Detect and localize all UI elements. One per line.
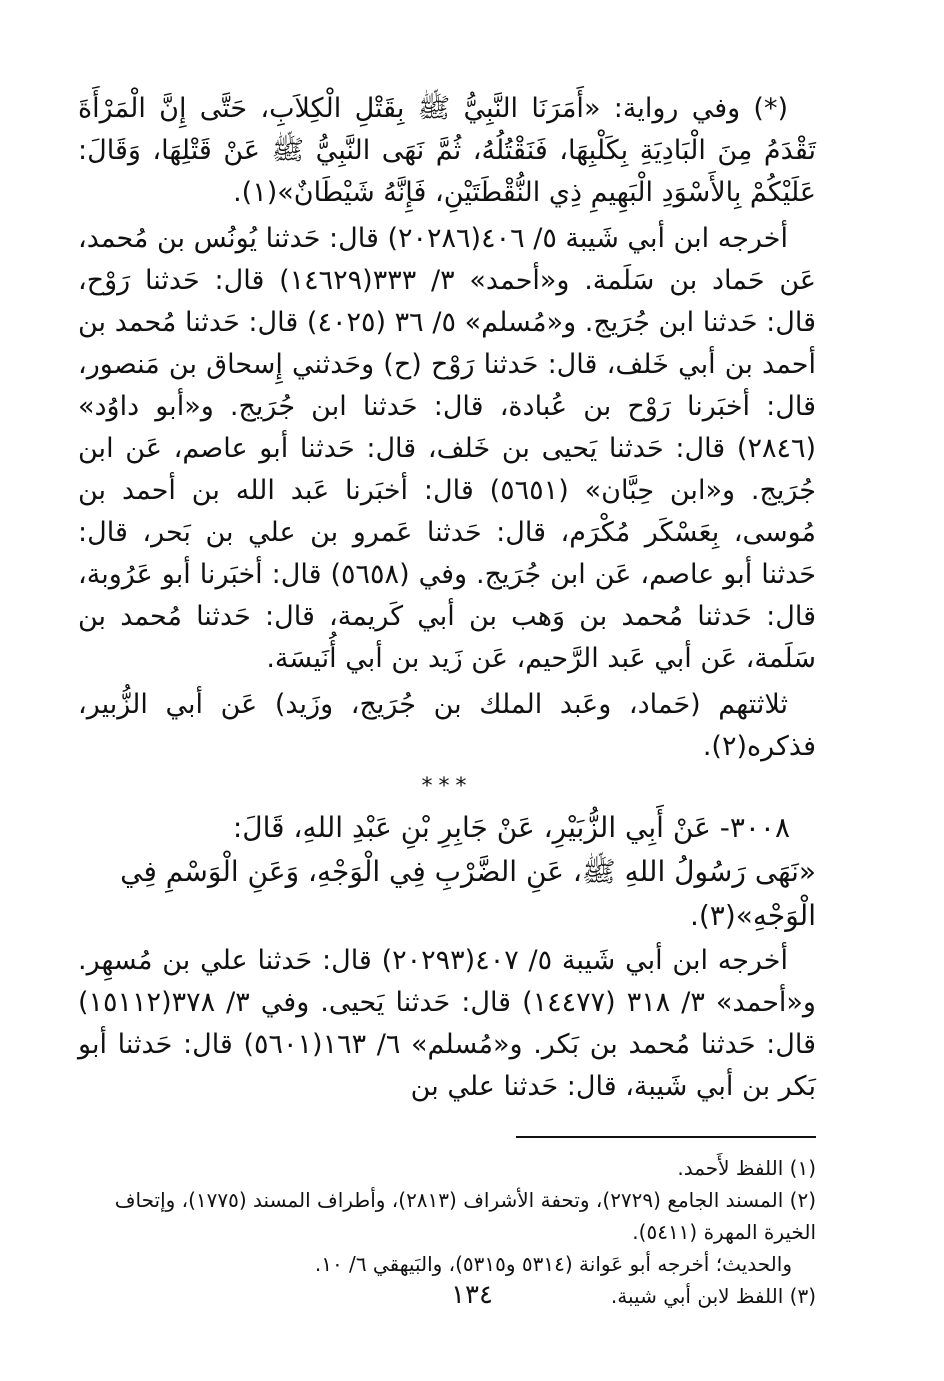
footnote-divider bbox=[516, 1136, 816, 1138]
thalathatuhum-paragraph: ثلاثتهم (حَماد، وعَبد الملك بن جُرَيج، وزَيد) عَن أبي الزُّبير، فذكره(٢). bbox=[78, 689, 816, 762]
riwaya-paragraph: (*) وفي رواية: «أَمَرَنَا النَّبِيُّ ﷺ بِقَتْلِ الْكِلاَبِ، حَتَّى إِنَّ الْمَرْأَةَ تَقْدَمُ مِنَ الْبَادِيَةِ بِكَلْبِهَا، فَنَقْتُلُهُ، ثُمَّ نَهَى النَّبِيُّ ﷺ عَنْ قَتْلِهَا، وَقَالَ: عَلَيْكُمْ بِالأَسْوَدِ الْبَهِيمِ ذِي النُّقْطَتَيْنِ، فَإِنَّهُ شَيْطَانٌ»(١). bbox=[78, 93, 816, 208]
section-separator: *** bbox=[421, 774, 473, 799]
takhrij-paragraph-1: أخرجه ابن أبي شَيبة ٥/ ٤٠٦(٢٠٢٨٦) قال: حَدثنا يُونُس بن مُحمد، عَن حَماد بن سَلَمة. و«أحمد» ٣/ ٣٣٣(١٤٦٢٩) قال: حَدثنا رَوْح، قال: حَدثنا ابن جُرَيج. و«مُسلم» ٥/ ٣٦ (٤٠٢٥) قال: حَدثنا مُحمد بن أحمد بن أبي خَلف، قال: حَدثنا رَوْح (ح) وحَدثني إِسحاق بن مَنصور، قال: أخبَرنا رَوْح بن عُبادة، قال: حَدثنا ابن جُرَيج. و«أبو داوُد» (٢٨٤٦) قال: حَدثنا يَحيى بن خَلف، قال: حَدثنا أبو عاصم، عَن ابن جُرَيج. و«ابن حِبَّان» (٥٦٥١) قال: أخبَرنا عَبد الله بن أحمد بن مُوسى، بِعَسْكَر مُكْرَم، قال: حَدثنا عَمرو بن علي بن بَحر، قال: حَدثنا أبو عاصم، عَن ابن جُرَيج. وفي (٥٦٥٨) قال: أخبَرنا أبو عَرُوبة، قال: حَدثنا مُحمد بن وَهب بن أبي كَريمة، قال: حَدثنا مُحمد بن سَلَمة، عَن أبي عَبد الرَّحيم، عَن زَيد بن أبي أُنَيسَة. bbox=[78, 223, 817, 674]
page-number: ١٣٤ bbox=[451, 1280, 493, 1310]
footnote-1: (١) اللفظ لأَحمد. bbox=[677, 1156, 816, 1180]
takhrij-paragraph-2: أخرجه ابن أبي شَيبة ٥/ ٤٠٧(٢٠٢٩٣) قال: حَدثنا علي بن مُسهِر. و«أحمد» ٣/ ٣١٨ (١٤٤٧٧) قال: حَدثنا يَحيى. وفي ٣/ ٣٧٨(١٥١١٢) قال: حَدثنا مُحمد بن بَكر. و«مُسلم» ٦/ ١٦٣(٥٦٠١) قال: حَدثنا أبو بَكر بن أبي شَيبة، قال: حَدثنا علي بن bbox=[78, 945, 816, 1102]
footnote-3: (٣) اللفظ لابن أبي شيبة. bbox=[610, 1284, 816, 1308]
hadith-heading: ٣٠٠٨- عَنْ أَبِي الزُّبَيْرِ، عَنْ جَابِرِ بْنِ عَبْدِ اللهِ، قَالَ: bbox=[232, 811, 790, 844]
footnote-2: (٢) المسند الجامع (٢٧٢٩)، وتحفة الأشراف (٢٨١٣)، وأطراف المسند (١٧٧٥)، وإتحاف الخيرة المهرة (٥٤١١). bbox=[114, 1188, 816, 1244]
footnote-2-continuation: والحديث؛ أخرجه أبو عَوانة (٥٣١٤ و٥٣١٥)، والبَيهقي ٦/ ١٠. bbox=[314, 1252, 792, 1276]
hadith-text: «نَهَى رَسُولُ اللهِ ﷺ، عَنِ الضَّرْبِ فِي الْوَجْهِ، وَعَنِ الْوَسْمِ فِي الْوَجْهِ»(٣). bbox=[120, 855, 816, 932]
page-body bbox=[78, 88, 816, 1312]
